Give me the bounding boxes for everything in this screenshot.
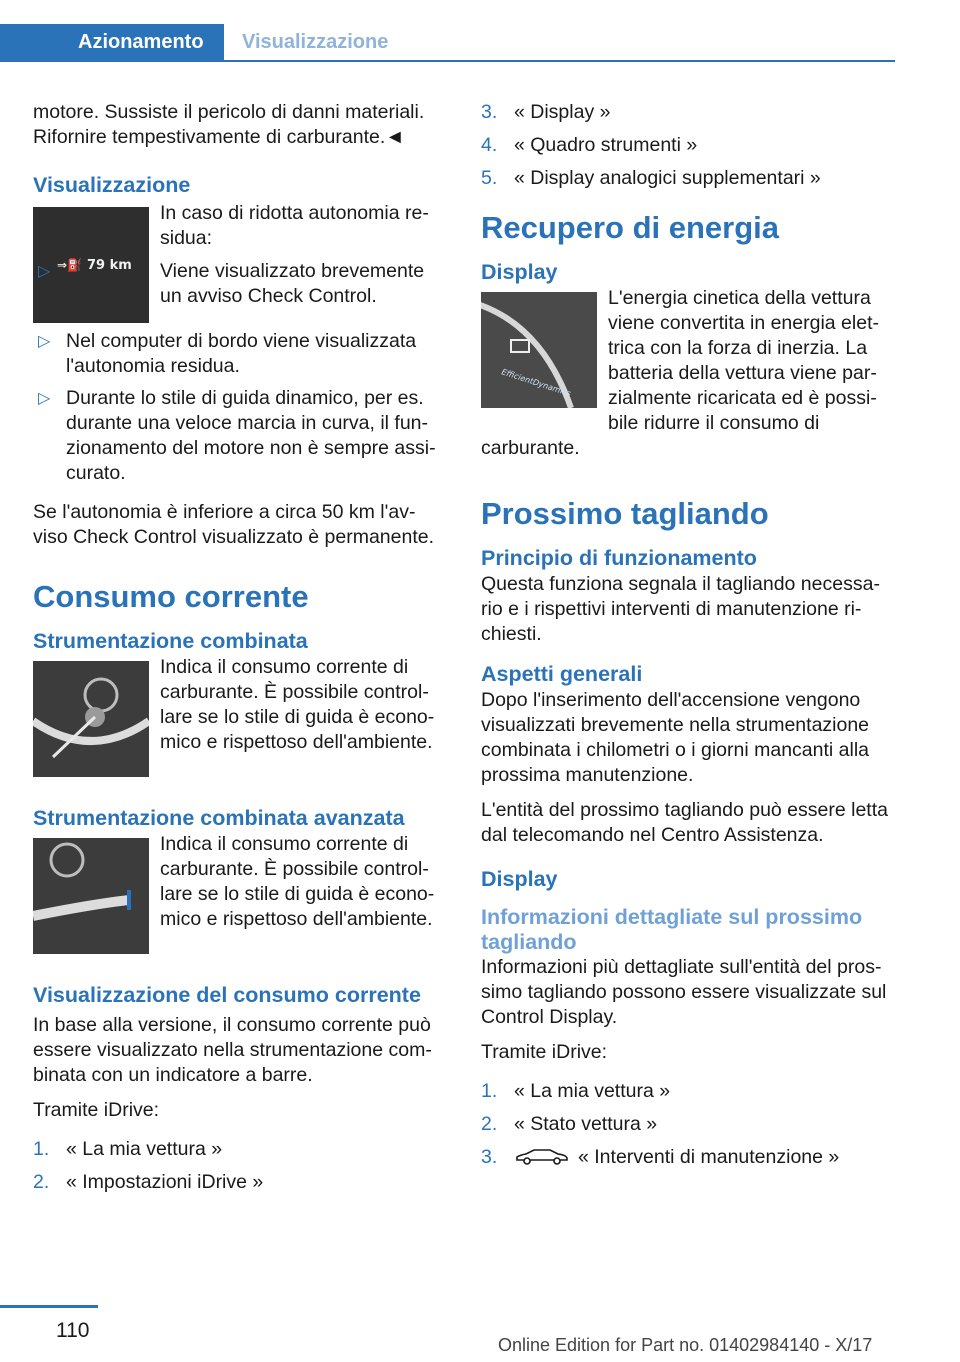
heading-display-2: Display <box>481 867 558 891</box>
list-item: 2. « Stato vettura » <box>481 1113 658 1135</box>
section-title-consumo: Consumo corrente <box>33 579 309 614</box>
list-item: 3. « Interventi di manutenzione » <box>481 1146 840 1168</box>
list-item: 5. « Display analogici supplementari » <box>481 167 821 189</box>
principio-text: Questa funziona segnala il tagliando necessario e i rispettivi interventi di manutenzione richiesti. <box>481 573 880 645</box>
range-value: 79 km <box>87 258 132 273</box>
list-item: ▷ Durante lo stile di guida dinamico, per es. durante una veloce marcia in curva, il funzionamento del motore non è sempre assicurato. <box>38 387 436 484</box>
advanced-gauge-image <box>33 838 149 954</box>
fuel-pump-icon: ⇒⛽ <box>57 258 82 272</box>
list-item: 3. « Display » <box>481 101 611 123</box>
aspetti-text-2: L'entità del prossimo tagliando può essere letta dal telecomando nel Centro Assistenza. <box>481 799 888 846</box>
section-title-recupero: Recupero di energia <box>481 210 780 245</box>
idrive-label-right: Tramite iDrive: <box>481 1041 608 1063</box>
vis-list <box>33 259 443 309</box>
vis-consumo-text: In base alla versione, il consumo corrente può essere visualizzato nella strumentazione combinata con un indicatore a barre. <box>33 1014 432 1086</box>
strum-text: Indica il consumo corrente di carburante. È possibile controllare se lo stile di guida è economico e rispettoso dell'ambiente. <box>160 656 435 753</box>
triangle-bullet-icon: ▷ <box>38 263 51 280</box>
car-icon <box>514 1148 570 1166</box>
heading-vis-consumo: Visualizzazione del consumo corrente <box>33 983 421 1007</box>
footer-rule <box>0 1305 98 1308</box>
heading-strumentazione-avanzata: Strumentazione combinata avanzata <box>33 806 405 830</box>
section-title-prossimo: Prossimo tagliando <box>481 496 769 531</box>
advanced-gauge-graphic <box>33 838 149 954</box>
energy-recovery-image <box>481 292 597 408</box>
idrive-label: Tramite iDrive: <box>33 1099 160 1121</box>
heading-aspetti: Aspetti generali <box>481 662 643 686</box>
page-header <box>0 24 895 64</box>
triangle-bullet-icon: ▷ <box>38 333 51 350</box>
list-item: 4. « Quadro strumenti » <box>481 134 698 156</box>
page-number: 110 <box>56 1319 90 1342</box>
heading-display: Display <box>481 260 558 284</box>
list-item: 1. « La mia vettura » <box>481 1080 671 1102</box>
list-item: 2. « Impostazioni iDrive » <box>33 1171 264 1193</box>
display-text: L'energia cinetica della vettura viene convertita in energia elettrica con la forza di inerzia. La batteria della vettura viene parzialmente ricaricata ed è possibile ridurre il consumo di carburante. <box>481 287 879 459</box>
strum-av-text: Indica il consumo corrente di carburante. È possibile controllare se lo stile di guida è economico e rispettoso dell'ambiente. <box>160 833 435 930</box>
triangle-bullet-icon: ▷ <box>38 390 51 407</box>
left-column <box>33 100 443 1203</box>
tab-visualizzazione[interactable]: Visualizzazione <box>242 31 389 53</box>
vis-list-continued <box>33 329 443 486</box>
vis-text: In caso di ridotta autonomia residua: <box>160 202 429 249</box>
service-steps <box>481 1079 895 1170</box>
vis-note: Se l'autonomia è inferiore a circa 50 km l'avviso Check Control visualizzato è permanente. <box>33 501 435 548</box>
heading-principio: Principio di funzionamento <box>481 546 757 570</box>
list-item: 1. « La mia vettura » <box>33 1138 223 1160</box>
efficient-dynamics-label: EfficientDynamics <box>500 367 572 399</box>
idrive-steps-continued <box>481 100 895 191</box>
energy-recovery-graphic <box>481 292 597 408</box>
tab-azionamento[interactable]: Azionamento <box>0 24 224 62</box>
edition-label: Online Edition for Part no. 01402984140 - X/17 <box>498 1335 873 1355</box>
intro-paragraph: motore. Sussiste il pericolo di danni materiali. Rifornire tempestivamente di carburante.◄ <box>33 101 425 148</box>
gauge-graphic <box>33 661 149 777</box>
header-rule <box>0 60 895 62</box>
info-text: Informazioni più dettagliate sull'entità del prossimo tagliando possono essere visualizzate sul Control Display. <box>481 956 887 1028</box>
list-item: ▷ Viene visualizzato brevemente un avviso Check Control. <box>38 260 425 307</box>
list-item: ▷ Nel computer di bordo viene visualizzata l'autonomia residua. <box>38 330 417 377</box>
heading-strumentazione: Strumentazione combinata <box>33 629 308 653</box>
heading-info: Informazioni dettagliate sul prossimo tagliando <box>481 905 863 954</box>
gauge-image <box>33 661 149 777</box>
aspetti-text-1: Dopo l'inserimento dell'accensione vengono visualizzati brevemente nella strumentazione combinata i chilometri o i giorni mancanti alla prossima manutenzione. <box>481 689 870 786</box>
right-column <box>481 100 895 1178</box>
section-heading-visualizzazione: Visualizzazione <box>33 173 191 197</box>
idrive-steps <box>33 1137 443 1195</box>
